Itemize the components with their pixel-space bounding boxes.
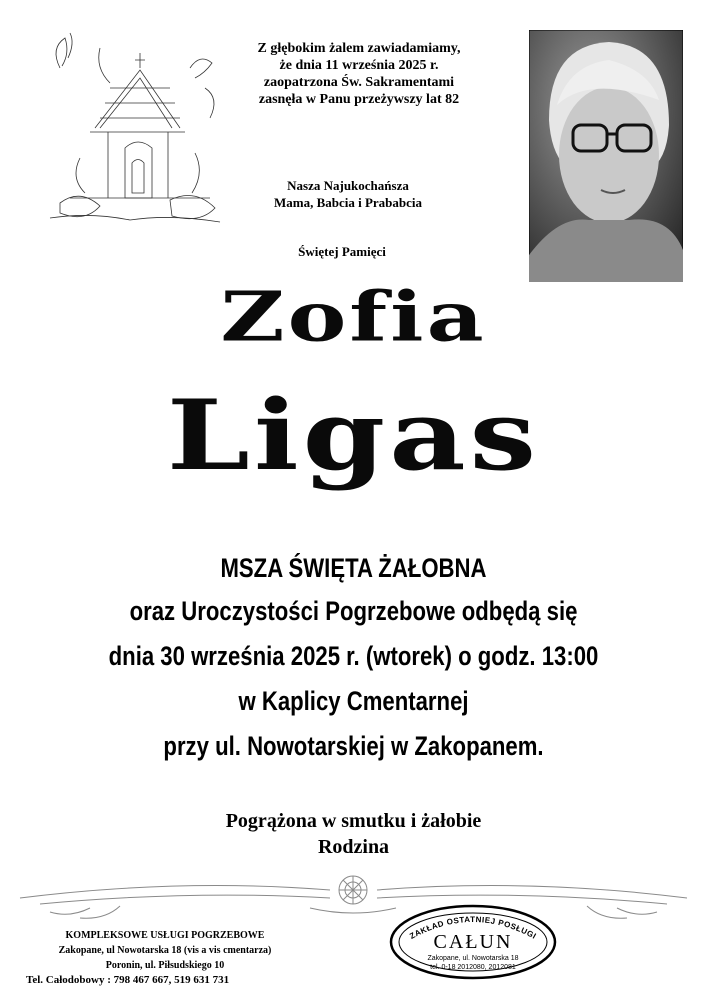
- announcement-line: oraz Uroczystości Pogrzebowe odbędą się: [129, 596, 578, 626]
- memory-label: Świętej Pamięci: [298, 244, 386, 259]
- intro-text: [240, 40, 478, 108]
- calun-logo: [388, 902, 558, 982]
- logo-address: Zakopane, ul. Nowotarska 18: [427, 955, 519, 962]
- announcement-line: w Kaplicy Cmentarnej: [238, 686, 469, 716]
- logo-name: CAŁUN: [433, 931, 513, 953]
- first-name: Zofia: [220, 276, 487, 358]
- announcement-line: przy ul. Nowotarskiej w Zakopanem.: [163, 731, 544, 761]
- logo-phone: tel. 0-18 2012080, 2012081: [430, 964, 516, 971]
- company-line: Zakopane, ul Nowotarska 18 (vis a vis cmentarza): [58, 945, 272, 956]
- intro-line: Z głębokim żalem zawiadamiamy,: [257, 41, 461, 56]
- portrait-photo: [529, 30, 683, 282]
- company-line: KOMPLEKSOWE USŁUGI POGRZEBOWE: [65, 930, 265, 941]
- company-phone: Tel. Całodobowy : 798 467 667, 519 631 731: [26, 974, 230, 986]
- mourners-block: [0, 808, 707, 860]
- chapel-sketch-image: [40, 28, 230, 228]
- logo-top-text: ZAKŁAD OSTATNIEJ POSŁUGI: [408, 914, 538, 941]
- mourners-line: Rodzina: [317, 836, 390, 858]
- intro-line: że dnia 11 września 2025 r.: [279, 58, 439, 73]
- family-line: Nasza Najukochańsza: [287, 178, 409, 193]
- family-line: Mama, Babcia i Prababcia: [273, 195, 423, 210]
- company-line: Poronin, ul. Piłsudskiego 10: [105, 960, 225, 971]
- intro-line: zasnęła w Panu przeżywszy lat 82: [258, 92, 460, 107]
- mourners-line: Pogrążona w smutku i żałobie: [225, 810, 482, 832]
- announcement-line: dnia 30 września 2025 r. (wtorek) o godz. 13:00: [108, 641, 599, 671]
- intro-line: zaopatrzona Św. Sakramentami: [263, 75, 455, 90]
- funeral-home-info: [20, 928, 310, 988]
- last-name: Ligas: [166, 378, 541, 492]
- announcement-line: MSZA ŚWIĘTA ŻAŁOBNA: [220, 553, 487, 583]
- family-relation: [248, 177, 448, 211]
